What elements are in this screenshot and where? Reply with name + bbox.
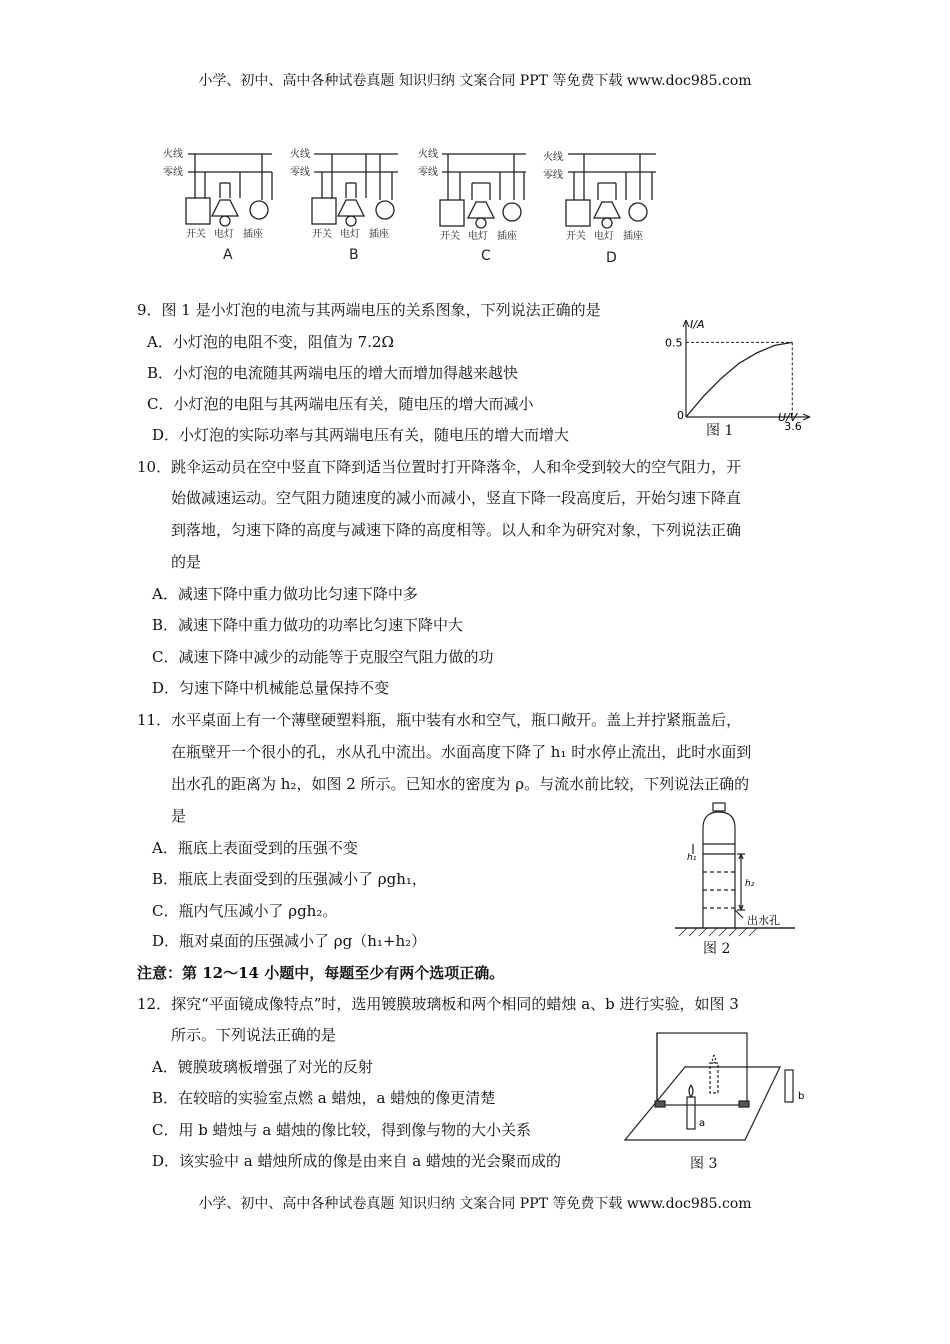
svg-text:电灯: 电灯 (594, 231, 614, 242)
switch-label: 开关 (186, 229, 206, 240)
page-header: 小学、初中、高中各种试卷真题 知识归纳 文案合同 PPT 等免费下载 www.doc985.com (198, 73, 752, 89)
glass-plate (657, 1033, 747, 1105)
y-tick-label: 0.5 (665, 336, 683, 350)
q12-line2: 所示。下列说法正确的是 (171, 1026, 337, 1044)
svg-text:开关: 开关 (312, 229, 332, 240)
q10-option-b: B．减速下降中重力做功的功率比匀速下降中大 (152, 616, 464, 634)
q12-option-c: C．用 b 蜡烛与 a 蜡烛的像比较，得到像与物的大小关系 (152, 1121, 532, 1139)
q10-line2: 始做减速运动。空气阻力随速度的减小而减小，竖直下降一段高度后，开始匀速下降直 (171, 489, 742, 507)
socket-label: 插座 (243, 229, 263, 240)
origin-tick-label: 0 (677, 409, 684, 422)
svg-text:零线: 零线 (543, 170, 563, 181)
option-b-label: B (349, 247, 359, 263)
svg-text:零线: 零线 (418, 167, 438, 178)
h2-label: h₂ (745, 879, 755, 889)
y-axis-label: I/A (690, 318, 705, 331)
q10-option-c: C．减速下降中减少的动能等于克服空气阻力做的功 (152, 648, 494, 666)
q11-line3: 出水孔的距离为 h₂，如图 2 所示。已知水的密度为 ρ。与流水前比较，下列说法正确的 (171, 775, 750, 793)
q12-option-d: D．该实验中 a 蜡烛所成的像是由来自 a 蜡烛的光会聚而成的 (152, 1152, 561, 1170)
q9-option-a: A．小灯泡的电阻不变，阻值为 7.2Ω (147, 333, 394, 351)
hole-label: 出水孔 (747, 914, 780, 927)
svg-text:插座: 插座 (497, 231, 517, 242)
q12-line1: 12．探究“平面镜成像特点”时，选用镀膜玻璃板和两个相同的蜡烛 a、b 进行实验，如图 3 (137, 995, 739, 1013)
q10-option-a: A．减速下降中重力做功比匀速下降中多 (152, 585, 418, 603)
figure2-caption: 图 2 (703, 941, 731, 957)
iu-chart (660, 312, 820, 432)
q9-option-b: B．小灯泡的电流随其两端电压的增大而增加得越来越快 (147, 364, 519, 382)
circuit-d (566, 154, 656, 228)
neutral-label: 零线 (163, 167, 183, 178)
q11-line4: 是 (171, 807, 187, 825)
q9-option-c: C．小灯泡的电阻与其两端电压有关，随电压的增大而减小 (147, 395, 534, 413)
svg-text:开关: 开关 (566, 231, 586, 242)
q11-option-b: B．瓶底上表面受到的压强减小了 ρgh₁， (152, 870, 427, 888)
q9-option-d: D．小灯泡的实际功率与其两端电压有关，随电压的增大而增大 (152, 426, 570, 444)
lamp-label: 电灯 (214, 229, 234, 240)
svg-text:火线: 火线 (543, 152, 563, 163)
table-surface (625, 1067, 780, 1140)
mirror-figure (615, 1025, 815, 1155)
option-c-label: C (481, 248, 491, 264)
q11-line2: 在瓶壁开一个很小的孔，水从孔中流出。水面高度下降了 h₁ 时水停止流出，此时水面到 (171, 743, 752, 761)
q10-line3: 到落地，匀速下降的高度与减速下降的高度相等。以人和伞为研究对象，下列说法正确 (171, 521, 742, 539)
q10-line1: 10．跳伞运动员在空中竖直下降到适当位置时打开降落伞，人和伞受到较大的空气阻力，开 (137, 458, 742, 476)
svg-text:火线: 火线 (290, 149, 310, 160)
x-tick-label: 3.6 (784, 420, 802, 432)
bottle-figure (665, 798, 815, 938)
h1-label: h₁ (687, 853, 697, 863)
page-footer: 小学、初中、高中各种试卷真题 知识归纳 文案合同 PPT 等免费下载 www.doc985.com (198, 1196, 752, 1212)
svg-text:开关: 开关 (440, 231, 460, 242)
circuit-diagrams (0, 138, 950, 268)
q12-option-b: B．在较暗的实验室点燃 a 蜡烛，a 蜡烛的像更清楚 (152, 1089, 496, 1107)
svg-text:插座: 插座 (623, 231, 643, 242)
candle-b-label: b (798, 1091, 805, 1102)
note: 注意：第 12～14 小题中，每题至少有两个选项正确。 (137, 964, 505, 982)
figure3-caption: 图 3 (690, 1156, 718, 1172)
q12-option-a: A．镀膜玻璃板增强了对光的反射 (152, 1058, 373, 1076)
svg-text:插座: 插座 (369, 229, 389, 240)
candle-a-label: a (699, 1118, 706, 1129)
svg-text:电灯: 电灯 (340, 229, 360, 240)
q11-option-c: C．瓶内气压减小了 ρgh₂。 (152, 902, 338, 920)
q10-option-d: D．匀速下降中机械能总量保持不变 (152, 679, 390, 697)
svg-text:零线: 零线 (290, 167, 310, 178)
svg-text:电灯: 电灯 (468, 231, 488, 242)
q11-option-a: A．瓶底上表面受到的压强不变 (152, 839, 358, 857)
q11-line1: 11．水平桌面上有一个薄壁硬塑料瓶，瓶中装有水和空气，瓶口敞开。盖上并拧紧瓶盖后， (137, 711, 742, 729)
x-axis-label: U/V (778, 411, 798, 424)
circuit-c (440, 154, 526, 228)
option-a-label: A (223, 247, 233, 263)
option-d-label: D (606, 250, 617, 266)
circuit-b (312, 154, 398, 226)
svg-text:火线: 火线 (418, 149, 438, 160)
figure1-caption: 图 1 (706, 423, 734, 439)
q9-stem: 9．图 1 是小灯泡的电流与其两端电压的关系图象，下列说法正确的是 (137, 301, 601, 319)
q11-option-d: D．瓶对桌面的压强减小了 ρg（h₁+h₂） (152, 932, 427, 950)
live-label: 火线 (163, 149, 183, 160)
q10-line4: 的是 (171, 553, 202, 571)
iu-curve (686, 342, 792, 417)
circuit-a (186, 154, 272, 226)
